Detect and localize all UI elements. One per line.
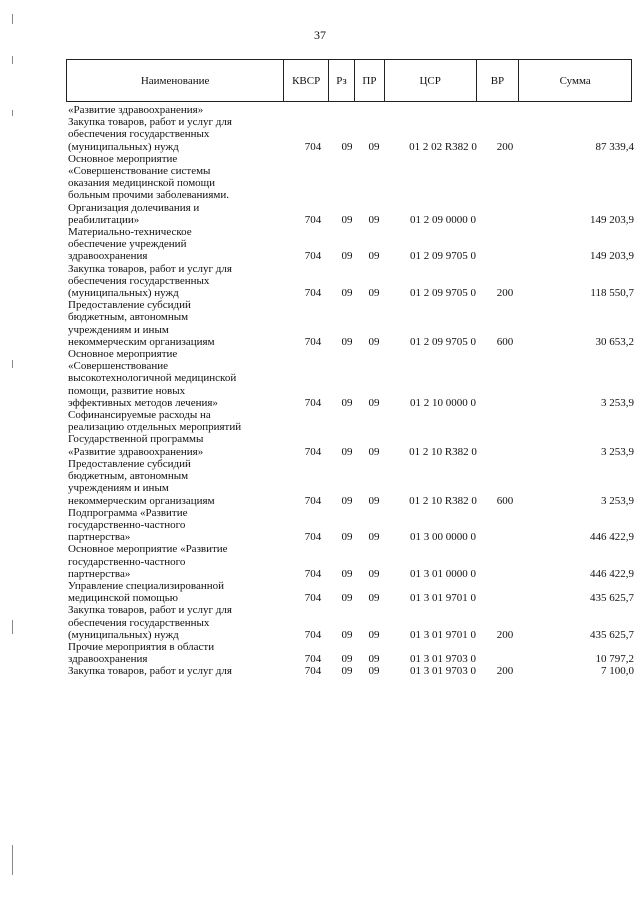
row-csr: 01 3 01 9701 0 [410,628,476,641]
row-name-line: Предоставление субсидий [68,457,191,470]
row-csr: 01 3 01 9703 0 [410,653,476,666]
row-sum: 446 422,9 [590,531,634,544]
row-name [68,299,284,348]
row-name-line: «Совершенствование [68,360,168,373]
header-vr: ВР [477,60,520,101]
row-rz: 09 [341,494,353,507]
row-name-line: «Развитие здравоохранения» [68,104,204,116]
table-row [68,116,634,153]
row-sum: 30 653,2 [595,335,634,348]
row-name [68,641,284,665]
row-vr: 200 [496,628,514,641]
row-name-line: Основное мероприятие [68,348,178,361]
row-name-line: высокотехнологичной медицинской [68,372,237,385]
row-pr: 09 [368,213,380,226]
table-row [68,263,634,300]
row-vr: 200 [496,140,514,153]
row-name-line: Закупка товаров, работ и услуг для [68,262,232,275]
row-name-line: медицинской помощью [68,592,178,605]
row-pr: 09 [368,592,380,605]
table-row [68,226,634,263]
row-csr: 01 2 02 R382 0 [409,140,477,153]
page-number: 37 [314,28,326,42]
row-kvsr: 704 [304,250,322,263]
row-name-line: обеспечения государственных [68,274,210,287]
row-name-line: «Совершенствование системы [68,165,211,178]
row-pr: 09 [368,396,380,409]
row-csr: 01 2 09 9705 0 [410,250,476,263]
table-row [68,641,634,665]
header-pr: ПР [355,60,385,101]
row-name-line: Софинансируемые расходы на [68,409,211,422]
row-vr: 200 [496,665,514,678]
row-name [68,665,284,677]
row-name-line: Организация долечивания и [68,201,200,214]
row-name [68,543,284,580]
row-rz: 09 [341,335,353,348]
row-name-line: Закупка товаров, работ и услуг для [68,665,232,678]
row-rz: 09 [341,396,353,409]
header-rz: Рз [329,60,355,101]
header-name: Наименование [67,60,284,101]
row-rz: 09 [341,140,353,153]
row-name [68,348,284,409]
row-name-line: государственно-частного [68,518,186,531]
table-row [68,153,634,226]
row-rz: 09 [341,653,353,666]
row-rz: 09 [341,250,353,263]
row-rz: 09 [341,567,353,580]
row-pr: 09 [368,665,380,678]
table-row [68,580,634,604]
row-kvsr: 704 [304,213,322,226]
row-name-line: некоммерческим организациям [68,494,215,507]
row-rz: 09 [341,665,353,678]
row-csr: 01 3 01 9703 0 [410,665,476,678]
row-kvsr: 704 [304,665,322,678]
row-pr: 09 [368,140,380,153]
row-name [68,116,284,153]
row-rz: 09 [341,213,353,226]
row-csr: 01 2 09 9705 0 [410,335,476,348]
row-name-line: учреждениям и иным [68,323,169,336]
header-kvsr: КВСР [284,60,329,101]
row-name-line: реализацию отдельных мероприятий [68,421,242,434]
row-name-line: Прочие мероприятия в области [68,640,215,653]
row-name-line: бюджетным, автономным [68,311,189,324]
row-kvsr: 704 [304,396,322,409]
row-sum: 3 253,9 [601,445,634,458]
row-name-line: (муниципальных) нужд [68,287,179,300]
table-row [68,604,634,641]
row-name [68,263,284,300]
row-csr: 01 2 10 R382 0 [409,494,477,507]
row-kvsr: 704 [304,531,322,544]
row-name-line: «Развитие здравоохранения» [68,445,204,458]
row-pr: 09 [368,567,380,580]
row-rz: 09 [341,287,353,300]
header-csr: ЦСР [385,60,477,101]
row-name [68,604,284,641]
row-rz: 09 [341,628,353,641]
row-pr: 09 [368,335,380,348]
row-pr: 09 [368,494,380,507]
row-name-line: Основное мероприятие «Развитие [68,543,228,556]
row-name [68,580,284,604]
row-name-line: Основное мероприятие [68,152,178,165]
row-kvsr: 704 [304,653,322,666]
row-name-line: партнерства» [68,531,131,544]
row-name-line: оказания медицинской помощи [68,177,216,190]
row-pr: 09 [368,628,380,641]
row-pr: 09 [368,531,380,544]
row-vr: 200 [496,287,514,300]
row-name-line: партнерства» [68,567,131,580]
row-sum: 435 625,7 [590,628,634,641]
row-name-line: учреждениям и иным [68,482,169,495]
row-pr: 09 [368,445,380,458]
row-sum: 435 625,7 [590,592,634,605]
row-name-line: некоммерческим организациям [68,335,215,348]
row-name-line: Закупка товаров, работ и услуг для [68,116,232,129]
table-row [68,104,634,116]
row-sum: 149 203,9 [590,250,634,263]
row-kvsr: 704 [304,335,322,348]
row-kvsr: 704 [304,287,322,300]
table-row [68,543,634,580]
row-vr: 600 [496,494,514,507]
table-row [68,458,634,507]
table-row [68,409,634,458]
row-name [68,409,284,458]
row-name [68,507,284,544]
row-sum: 3 253,9 [601,494,634,507]
row-pr: 09 [368,287,380,300]
row-name-line: помощи, развитие новых [68,384,186,397]
row-sum: 118 550,7 [590,287,634,300]
row-name-line: государственно-частного [68,555,186,568]
row-name-line: (муниципальных) нужд [68,628,179,641]
row-name [68,458,284,507]
row-rz: 09 [341,531,353,544]
row-name-line: обеспечения государственных [68,616,210,629]
row-name-line: здравоохранения [68,250,148,263]
row-csr: 01 2 09 9705 0 [410,287,476,300]
table-body [68,104,634,678]
row-kvsr: 704 [304,592,322,605]
row-pr: 09 [368,250,380,263]
row-csr: 01 2 10 R382 0 [409,445,477,458]
row-kvsr: 704 [304,567,322,580]
row-name [68,226,284,263]
row-csr: 01 3 01 9701 0 [410,592,476,605]
row-name-line: (муниципальных) нужд [68,140,179,153]
row-name-line: реабилитации» [68,213,140,226]
row-name-line: обеспечения государственных [68,128,210,141]
row-name-line: Подпрограмма «Развитие [68,506,188,519]
row-name-line: Государственной программы [68,433,204,446]
row-rz: 09 [341,445,353,458]
row-pr: 09 [368,653,380,666]
row-name [68,104,284,116]
row-sum: 149 203,9 [590,213,634,226]
row-csr: 01 2 10 0000 0 [410,396,476,409]
row-sum: 7 100,0 [601,665,634,678]
row-name-line: эффективных методов лечения» [68,396,218,409]
row-sum: 10 797,2 [595,653,634,666]
table-row [68,299,634,348]
row-sum: 446 422,9 [590,567,634,580]
table-row [68,665,634,677]
row-sum: 87 339,4 [595,140,634,153]
row-csr: 01 2 09 0000 0 [410,213,476,226]
row-name-line: Предоставление субсидий [68,299,191,312]
row-kvsr: 704 [304,140,322,153]
table-header [66,59,632,102]
row-kvsr: 704 [304,494,322,507]
row-csr: 01 3 00 0000 0 [410,531,476,544]
row-kvsr: 704 [304,628,322,641]
row-kvsr: 704 [304,445,322,458]
row-name-line: обеспечение учреждений [68,238,187,251]
row-name-line: Закупка товаров, работ и услуг для [68,604,232,617]
row-vr: 600 [496,335,514,348]
table-row [68,507,634,544]
row-name-line: здравоохранения [68,653,148,666]
row-name-line: Управление специализированной [68,579,225,592]
row-name [68,153,284,226]
header-sum: Сумма [559,74,591,87]
row-csr: 01 3 01 0000 0 [410,567,476,580]
row-name-line: Материально-техническое [68,226,192,239]
row-name-line: больным прочими заболеваниями. [68,189,229,202]
row-rz: 09 [341,592,353,605]
binding-margin-marks [8,0,20,905]
row-name-line: бюджетным, автономным [68,470,189,483]
row-sum: 3 253,9 [601,396,634,409]
table-row [68,348,634,409]
